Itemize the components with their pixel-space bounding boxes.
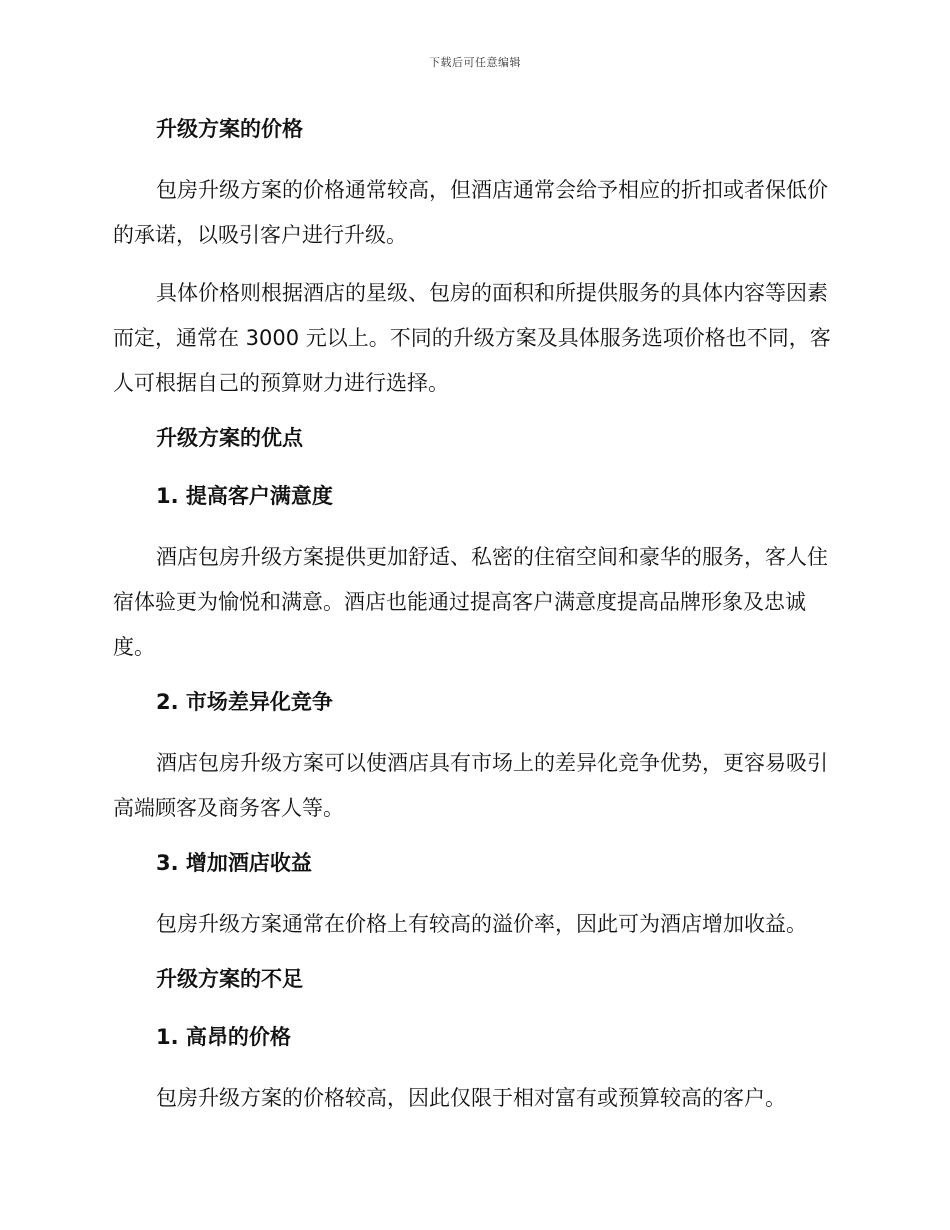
- paragraph-differentiation: 酒店包房升级方案可以使酒店具有市场上的差异化竞争优势，更容易吸引高端顾客及商务客人等。: [113, 751, 828, 820]
- paragraph-revenue: 包房升级方案通常在价格上有较高的溢价率，因此可为酒店增加收益。: [156, 912, 807, 936]
- paragraph-price-intro: 包房升级方案的价格通常较高，但酒店通常会给予相应的折扣或者保低价的承诺，以吸引客户进行升级。: [113, 178, 828, 247]
- paragraph-satisfaction: 酒店包房升级方案提供更加舒适、私密的住宿空间和豪华的服务，客人住宿体验更为愉悦和满意。酒店也能通过提高客户满意度提高品牌形象及忠诚度。: [113, 545, 828, 659]
- section-heading-price: 升级方案的价格: [156, 117, 303, 141]
- document-body: [113, 110, 835, 1134]
- page-header: 下载后可任意编辑: [429, 56, 521, 69]
- subheading-differentiation: 2. 市场差异化竞争: [156, 690, 333, 714]
- section-heading-disadvantages: 升级方案的不足: [156, 967, 303, 991]
- section-heading-advantages: 升级方案的优点: [156, 426, 303, 450]
- subheading-revenue: 3. 增加酒店收益: [156, 851, 312, 875]
- subheading-high-price: 1. 高昂的价格: [156, 1025, 291, 1049]
- subheading-satisfaction: 1. 提高客户满意度: [156, 484, 333, 508]
- paragraph-high-price: 包房升级方案的价格较高，因此仅限于相对富有或预算较高的客户。: [156, 1086, 786, 1110]
- paragraph-price-details: 具体价格则根据酒店的星级、包房的面积和所提供服务的具体内容等因素而定，通常在 3000 元以上。不同的升级方案及具体服务选项价格也不同，客人可根据自己的预算财力进行选择。: [113, 281, 831, 395]
